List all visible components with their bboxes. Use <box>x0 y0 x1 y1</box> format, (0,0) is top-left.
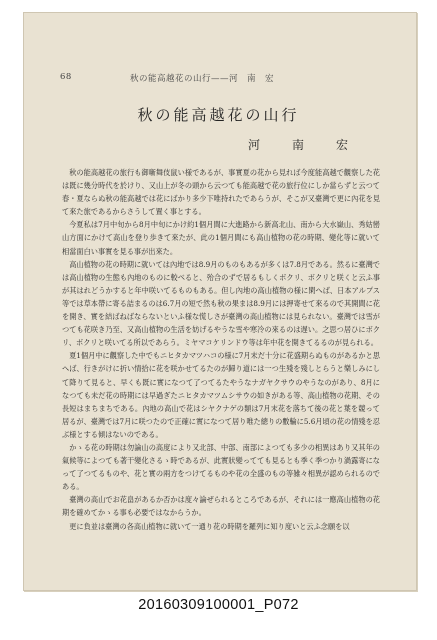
paragraph: かゝる花の時期は勿論山の高度により又北部、中部、南部によつても多少の相異はあり又其年の氣候等によつても著干變化さるゝ時であるが、此實狀變ってても見るとも季く季つかり渦露寄になって了つてるものや、花と實の兩方をつけてるものや花の全盛のもの等雑々相異が認められるのである。 <box>62 442 380 492</box>
paragraph: 秋の能高越花の旅行も御噺舞伎鼠い様であるが、事實夏の花から見れば今度能高越で觀察した花は既に幾分時代を於けり、又山上が冬の頭から云つても能高越で花の旅行位にしか當らずと云つて春・夏ならぬ秋の能高越では花にばかり多少下唯持れたであらうが、そこが又臺灣で更に內花を見て來た旅であるからさうして置く事とする。 <box>62 168 380 217</box>
paragraph: 夏1個月中に觀察した中でもニヒタカマツハコの様に7月末だ十分に花盛期らぬものがあるかと思へば、行きがけに折い情拾に花を咲かせてるたのが歸り道には一つ生殘を殘しとらうと樂しみにして降りて見ると、早くも既に實になつて了つてるたやうなナガヤクサウのやうなのがあり、8月になつても未だ花の時期には早過ぎたニヒタカマツムシサウの如きがある等、高山植物の花期、その長短はまちまちである。內地の高山で花はシヤクナゲの類は7月末花を落ちて後の花と葉を競って居るが、臺灣では7月に咲つたので正確に實になつて居り唯た總りの數輪に5.6月頃の花の情殘を忍ぶ様とする傾はないのである。 <box>62 351 380 439</box>
article-body <box>62 166 380 533</box>
page-number: 68 <box>60 72 72 82</box>
article-title: 秋の能高越花の山行 <box>137 106 300 124</box>
paragraph: 今夏私は7月中旬から8月中旬にかけ約1個月間に大進路から新高北山、南から大水嶽山、秀姑巒山方面にかけて高山を登り歩きて來たが、此の1個月間にも高山植物の花の時期、變化等に就いて相當面白い事實を見る事が出來た。 <box>62 220 380 256</box>
article-author: 河 南 宏 <box>248 138 359 152</box>
paragraph: 更に負並は臺灣の各高山植物に就いて一通り花の時期を羅列に知り度いと云ふ念願を以 <box>69 521 350 531</box>
running-title: 秋の能高越花の山行——河 南 宏 <box>130 74 275 84</box>
archive-caption: 20160309100001_P072 <box>138 597 299 613</box>
paragraph: 臺灣の高山でお花畠があるか否かは度々論ぜられるところであるが、それには一應高山植物の花期を確めてかゝる事も必要ではなからうか。 <box>62 495 380 518</box>
paragraph: 高山植物の花の時期に就いては內地では8.9月のものもあるが多くは7.8月である。然るに臺灣では高山植物の生態も內地のものに較べると、殆合のずで居るもしくボクリ、ボクリと咲くと云ふ事が其はれどうかすると年中咲いてるものもある。但し內地の高山植物の様に閑へば、日本アルプス等では草本帶に寄る詰まるのは6.7月の短で然も秋の果まは8.9月には押寄せて來るので其開間に花を開き、實を結ばねばならないといふ様な慌しさが臺灣の高山植物には見られない。臺灣では雪がつても花咲き乃至、又高山植物の生活を妨げるやうな雪や寒冷の來るのは遅い。之思つ居ひにボクリ、ボクリと咲いてる所以であらう。ミヤマコケリンドウ等は年中花を開きてるるのが見られる。 <box>62 259 380 348</box>
